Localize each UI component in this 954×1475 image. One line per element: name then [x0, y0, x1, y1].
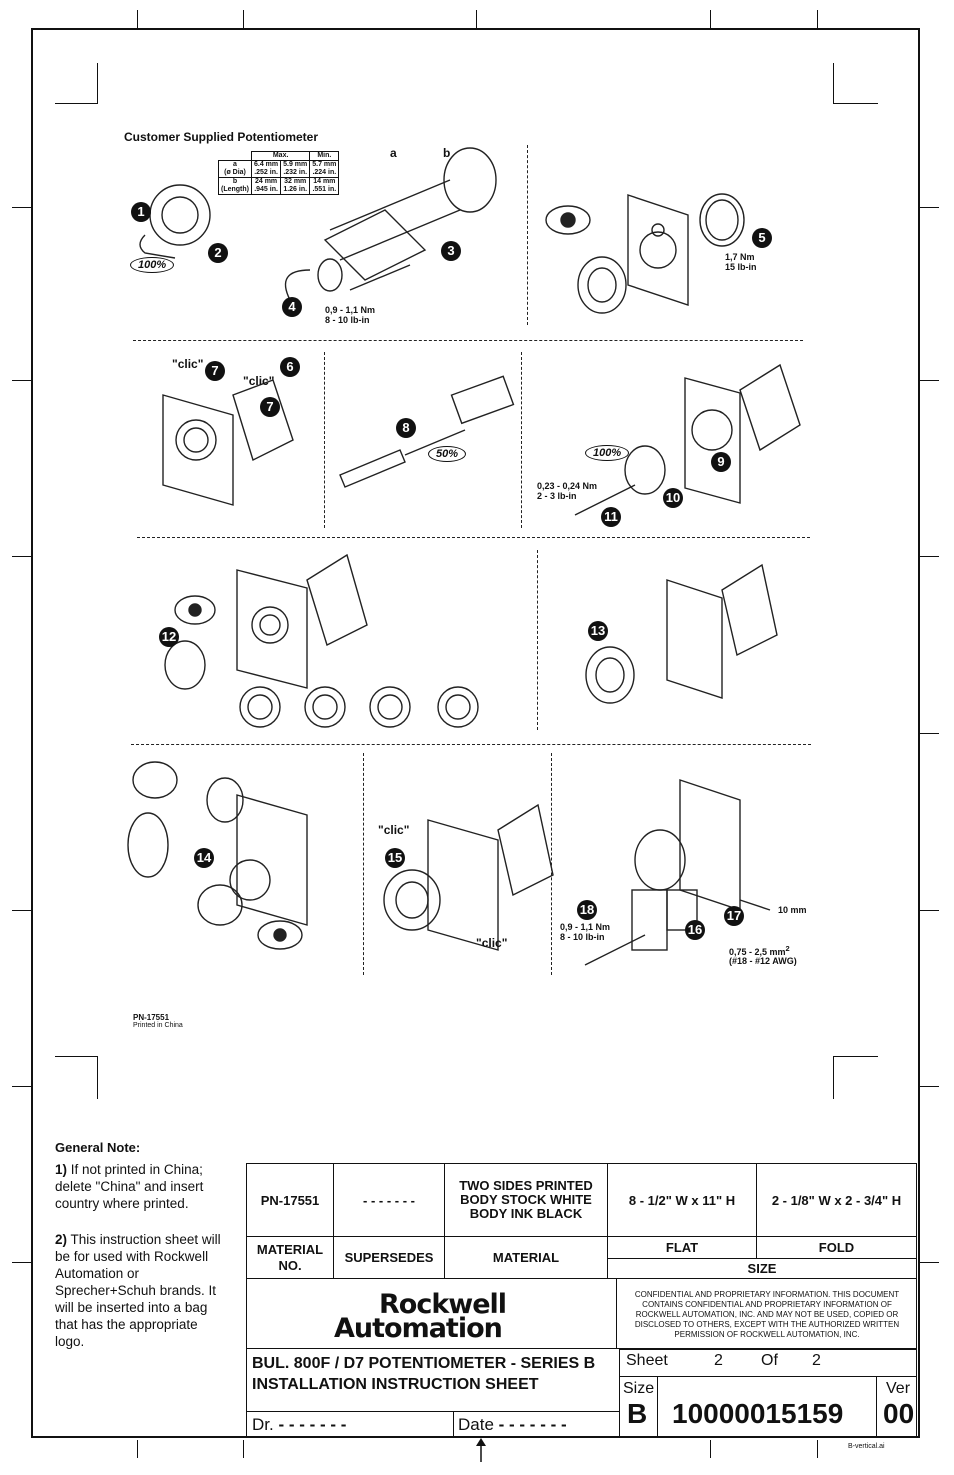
step-number: 14	[194, 848, 214, 868]
divider	[453, 1411, 454, 1438]
dims-cell: a (ø Dia)	[219, 161, 252, 178]
torque-label: 0,9 - 1,1 Nm 8 - 10 lb-in	[325, 305, 376, 325]
step-number: 3	[441, 241, 461, 261]
general-note-2: 2) This instruction sheet will be for used with Rockwell Automation or Sprecher+Schuh brands. It will be inserted into a bag that has the appropriate logo.	[55, 1232, 221, 1349]
step-number: 7	[205, 361, 225, 381]
dims-cell: 6.4 mm .252 in.	[252, 161, 281, 178]
confidential-notice: CONFIDENTIAL AND PROPRIETARY INFORMATION. THIS DOCUMENT CONTAINS CONFIDENTIAL AND PROPRIETARY INFORMATION OF ROCKWELL AUTOMATION, INC. AND MAY NOT BE USED, COPIED OR DISCLOSED TO OTHERS, EXCEPT WITH THE AUTHORIZED WRITTEN PERMISSION OF ROCKWELL AUTOMATION, INC.	[634, 1290, 900, 1339]
document-number: 10000015159	[672, 1398, 844, 1429]
dim-a-label: a	[390, 146, 397, 160]
step-number: 17	[724, 906, 744, 926]
step-number: 12	[159, 627, 179, 647]
ver-value: 00	[883, 1398, 915, 1429]
tb-supersedes-value: - - - - - - -	[334, 1164, 445, 1237]
of-label: Of	[761, 1352, 778, 1369]
tb-material-desc: TWO SIDES PRINTED BODY STOCK WHITE BODY INK BLACK	[445, 1164, 608, 1237]
divider	[619, 1349, 917, 1350]
tb-fold-size: 2 - 1/8" W x 2 - 3/4" H	[757, 1164, 917, 1237]
wire-size-label: 0,75 - 2,5 $mm^2$	[729, 944, 790, 957]
dims-cell: 5.7 mm .224 in.	[310, 161, 339, 178]
dims-cell: 14 mm .551 in.	[310, 178, 339, 195]
part-number: PN-17551	[133, 1013, 170, 1022]
torque-label: 0,9 - 1,1 Nm 8 - 10 lb-in	[560, 922, 611, 942]
divider	[619, 1349, 620, 1438]
date: Date - - - - - - -	[458, 1415, 567, 1434]
tb-material: MATERIAL	[445, 1237, 608, 1279]
section-title: Customer Supplied Potentiometer	[124, 130, 319, 144]
divider	[246, 1411, 619, 1412]
divider	[616, 1279, 617, 1349]
tb-size: SIZE	[608, 1259, 917, 1279]
clic-label: "clic"	[243, 374, 275, 388]
divider	[619, 1376, 917, 1377]
divider	[876, 1376, 877, 1438]
step-number: 13	[588, 621, 608, 641]
wire-awg-label: (#18 - #12 AWG)	[729, 956, 797, 966]
size-value: B	[627, 1398, 648, 1429]
tb-material-no: MATERIAL NO.	[247, 1237, 334, 1279]
step-number: 5	[752, 228, 772, 248]
dims-cell: 5.9 mm .232 in.	[281, 161, 310, 178]
sheet-label: Sheet	[626, 1352, 668, 1369]
file-name: B-vertical.ai	[848, 1443, 885, 1450]
step-number: 18	[577, 900, 597, 920]
of-number: 2	[812, 1352, 821, 1369]
clic-label: "clic"	[172, 357, 204, 371]
title-block-table	[246, 1163, 917, 1279]
percent-badge: 100%	[585, 445, 629, 461]
step-number: 2	[208, 243, 228, 263]
step-number: 7	[260, 397, 280, 417]
general-note-1: 1) If not printed in China; delete "China" and insert country where printed.	[55, 1162, 204, 1211]
tb-pn: PN-17551	[247, 1164, 334, 1237]
tb-fold: FOLD	[757, 1237, 917, 1259]
dims-cell: b (Length)	[219, 178, 252, 195]
size-label: Size	[623, 1380, 655, 1397]
dims-head-max: Max.	[252, 152, 310, 161]
divider	[657, 1376, 658, 1438]
step-number: 8	[396, 418, 416, 438]
tb-flat-size: 8 - 1/2" W x 11" H	[608, 1164, 757, 1237]
document-title: BUL. 800F / D7 POTENTIOMETER - SERIES B INSTALLATION INSTRUCTION SHEET	[252, 1355, 596, 1393]
printed-in: Printed in China	[133, 1022, 183, 1029]
general-note-title: General Note:	[55, 1140, 141, 1155]
step-number: 15	[385, 848, 405, 868]
dims-cell: 24 mm .945 in.	[252, 178, 281, 195]
tb-flat: FLAT	[608, 1237, 757, 1259]
clic-label: "clic"	[476, 936, 508, 950]
rockwell-logo: Rockwell Automation	[334, 1289, 507, 1344]
step-number: 11	[601, 507, 621, 527]
clic-label: "clic"	[378, 823, 410, 837]
center-arrow-icon	[474, 1438, 488, 1462]
step-number: 10	[663, 488, 683, 508]
ver-label: Ver	[886, 1380, 911, 1397]
step-number: 9	[711, 452, 731, 472]
dims-head-min: Min.	[310, 152, 339, 161]
sheet-number: 2	[714, 1352, 723, 1369]
step-number: 1	[131, 202, 151, 222]
drawn-by: Dr. - - - - - - -	[252, 1415, 347, 1434]
dim-b-label: b	[443, 146, 451, 160]
step-number: 6	[280, 357, 300, 377]
dims-cell: 32 mm 1.26 in.	[281, 178, 310, 195]
step-number: 4	[282, 297, 302, 317]
step-number: 16	[685, 920, 705, 940]
tb-supersedes: SUPERSEDES	[334, 1237, 445, 1279]
percent-badge: 50%	[428, 446, 466, 462]
torque-label: 0,23 - 0,24 Nm 2 - 3 lb-in	[537, 481, 598, 501]
percent-badge: 100%	[130, 257, 174, 273]
torque-label: 1,7 Nm 15 lb-in	[725, 252, 757, 272]
strip-length-label: 10 mm	[778, 905, 807, 915]
